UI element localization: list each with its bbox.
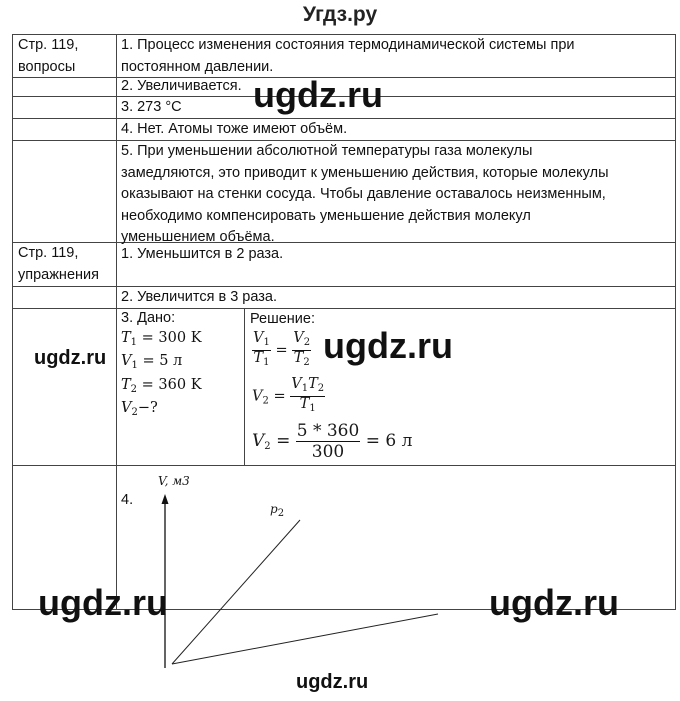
axis-label-text: V, м3 (158, 474, 190, 488)
answer-line: постоянном давлении. (121, 58, 274, 75)
ref-line: Стр. 119, (18, 37, 79, 53)
fraction: $\frac{V_1T_2}{T_1}$ (291, 376, 325, 414)
watermark: ugdz.ru (38, 582, 168, 623)
answer-line: уменьшением объёма. (121, 229, 275, 245)
given-v1: $V_1 = 5$ л (121, 353, 183, 371)
calc-numerator: 5 * 360 (296, 421, 360, 441)
answer-line: необходимо компенсировать уменьшение действия молекул (121, 207, 531, 224)
formula-v2: $V_2$ = $\frac{V_1T_2}{T_1}$ (252, 376, 325, 414)
calc-result: = 6 л (365, 431, 413, 451)
answer-line: замедляются, это приводит к уменьшению действия, которые молекулы (121, 164, 609, 181)
exercise-2: 2. Увеличится в 3 раза. (121, 289, 277, 305)
given-label: 3. Дано: (121, 310, 176, 326)
calc-denominator: 300 (311, 442, 345, 462)
watermark: ugdz.ru (296, 671, 369, 693)
line-label-sub: 2 (277, 508, 285, 519)
watermark: ugdz.ru (323, 325, 453, 366)
isobar-p1 (172, 614, 438, 664)
given-t2: $T_2 = 360$ K (121, 376, 202, 395)
given-t1: $T_1 = 300$ K (121, 329, 202, 348)
fraction: $\frac{V_2}{T_2}$ (293, 330, 311, 368)
answer-3: 3. 273 °C (121, 99, 182, 115)
answer-4: 4. Нет. Атомы тоже имеют объём. (121, 121, 348, 137)
given-t2-value: = 360 K (141, 376, 202, 393)
ref-line: вопросы (18, 58, 76, 75)
answer-line: 5. При уменьшении абсолютной температуры газа молекулы (121, 143, 533, 159)
line-label-text: p (270, 502, 278, 516)
fraction: $\frac{V_1}{T_1}$ (253, 330, 270, 368)
formula-result: $V_2$ = $\frac{5 * 360}{300}$ = 6 л (252, 421, 413, 462)
watermark: ugdz.ru (34, 347, 107, 369)
given-v2: $V_2-$? (121, 400, 158, 418)
given-v1-value: = 5 л (142, 353, 183, 369)
exercise-1: 1. Уменьшится в 2 раза. (121, 246, 284, 262)
isobar-p2 (172, 520, 300, 664)
answer-line: оказывают на стенки сосуда. Чтобы давление оставалось неизменным, (121, 186, 606, 202)
answer-2: 2. Увеличивается. (121, 78, 242, 94)
formula-ratio: $\frac{V_1}{T_1}$ = $\frac{V_2}{T_2}$ (253, 330, 311, 368)
given-t1-value: = 300 K (141, 329, 202, 346)
v-axis-arrow-icon (162, 494, 169, 504)
exercise-3-solution-label: Решение: (250, 311, 315, 327)
answer-line: 1. Процесс изменения состояния термодинамической системы при (121, 37, 575, 53)
site-title: Угдз.ру (302, 3, 378, 26)
ref-line: Стр. 119, (18, 245, 79, 261)
watermark: ugdz.ru (253, 74, 383, 115)
watermark: ugdz.ru (489, 582, 619, 623)
exercise-4-label: 4. (121, 492, 134, 508)
ref-line: упражнения (18, 266, 99, 283)
given-v2-value: −? (137, 400, 158, 416)
